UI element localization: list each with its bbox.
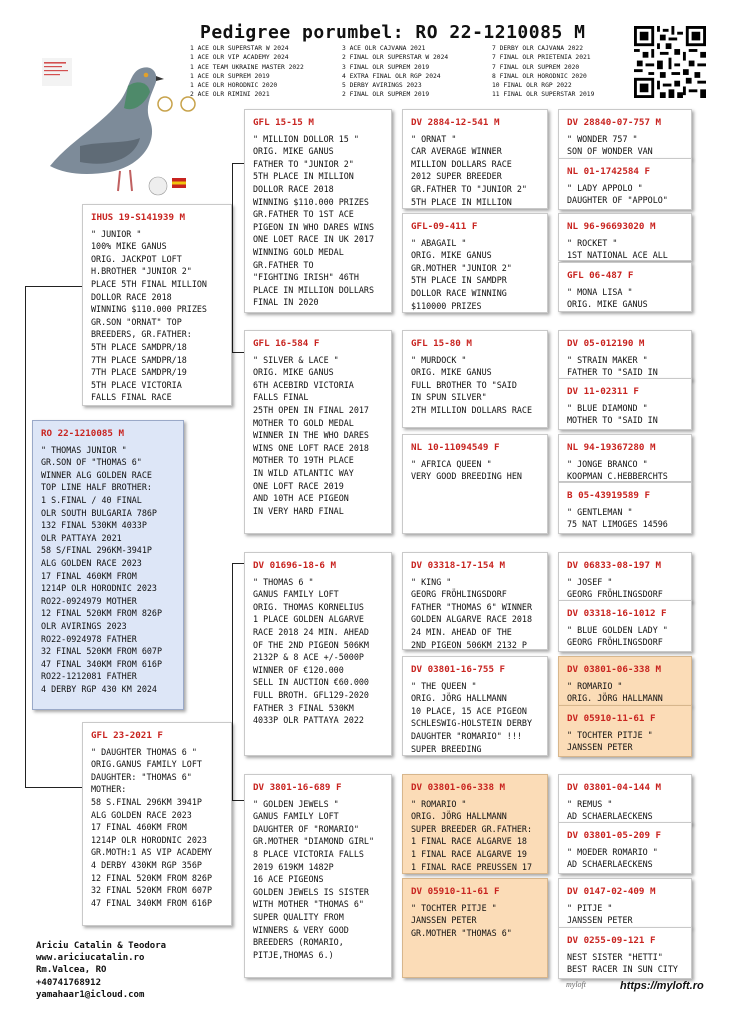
ring-number: GFL 06-487 F xyxy=(567,270,634,281)
pigeon-card[interactable] xyxy=(244,774,392,978)
note-line: "FIGHTING IRISH" 46TH xyxy=(253,272,359,283)
pigeon-card[interactable] xyxy=(402,774,548,874)
breeder-website-link[interactable]: www.ariciucatalin.ro xyxy=(36,953,145,964)
ring-number: DV 0255-09-121 F xyxy=(567,935,656,946)
note-line: " THOMAS JUNIOR " xyxy=(41,444,127,455)
note-line: TOP LINE HALF BROTHER: xyxy=(41,482,152,493)
ring-number: DV 03318-17-154 M xyxy=(411,560,506,571)
pigeon-notes xyxy=(567,286,684,311)
note-line: 5TH PLACE VICTORIA xyxy=(91,379,182,390)
note-line: SELL IN AUCTION €60.000 xyxy=(253,677,369,688)
ring-number: DV 03801-16-755 F xyxy=(411,664,506,675)
pigeon-card[interactable] xyxy=(558,482,692,534)
ring-number: GFL 15-80 M xyxy=(411,338,472,349)
pigeon-notes xyxy=(567,680,684,705)
pigeon-notes xyxy=(411,798,540,874)
note-line: 7TH PLACE SAMDPR/19 xyxy=(91,367,187,378)
pigeon-notes xyxy=(411,133,540,209)
note-line: WINNING GOLD MEDAL xyxy=(253,246,344,257)
pigeon-card[interactable] xyxy=(558,378,692,430)
note-line: GR.MOTHER "DIAMOND GIRL" xyxy=(253,836,375,847)
note-line: 12 FINAL 520KM FROM 826P xyxy=(91,872,213,883)
note-line: 4033P OLR PATTAYA 2022 xyxy=(253,715,364,726)
pigeon-notes xyxy=(567,458,684,482)
note-line: VERY GOOD BREEDING HEN xyxy=(411,471,522,482)
pigeon-notes xyxy=(253,133,384,309)
note-line: WINS ONE LOFT RACE 2018 xyxy=(253,442,369,453)
note-line: " KING " xyxy=(411,576,452,587)
breeder-contact xyxy=(36,940,166,1001)
ring-number: GFL-09-411 F xyxy=(411,221,478,232)
note-line: 2019 619KM 1482P xyxy=(253,861,334,872)
note-line: " STRAIN MAKER " xyxy=(567,354,648,365)
pigeon-card[interactable] xyxy=(558,158,692,210)
pigeon-notes xyxy=(567,182,684,207)
pigeon-card[interactable] xyxy=(402,878,548,978)
ring-number: DV 05910-11-61 F xyxy=(567,713,656,724)
note-line: ALG GOLDEN RACE 2023 xyxy=(91,809,192,820)
note-line: 58 S.FINAL 296KM 3941P xyxy=(91,796,202,807)
note-line: RO22-0924979 MOTHER xyxy=(41,595,137,606)
note-line: " THOMAS 6 " xyxy=(253,576,314,587)
ring-number: IHUS 19-S141939 M xyxy=(91,212,186,223)
pigeon-card[interactable] xyxy=(244,109,392,313)
pigeon-notes xyxy=(567,354,684,379)
pigeon-notes xyxy=(411,237,540,313)
note-line: JANSSEN PETER xyxy=(567,742,633,753)
achievement: 2 ACE OLR RIMINI 2021 xyxy=(190,91,270,99)
main-pigeon-card[interactable] xyxy=(32,420,184,710)
note-line: GOLDEN JEWELS IS SISTER xyxy=(253,886,369,897)
note-line: MOTHER TO 19TH PLACE xyxy=(253,455,354,466)
achievement: 10 FINAL OLR RGP 2022 xyxy=(492,82,572,90)
note-line: DOLLOR RACE 2018 xyxy=(253,183,334,194)
note-line: 1214P OLR HORODNIC 2023 xyxy=(41,583,157,594)
note-line: FULL BROTH. GFL129-2020 xyxy=(253,689,369,700)
breeder-name: Ariciu Catalin & Teodora xyxy=(36,941,167,951)
note-line: 47 FINAL 340KM FROM 616P xyxy=(91,897,213,908)
note-line: 5TH PLACE SAMDPR/18 xyxy=(91,341,187,352)
note-line: 32 FINAL 520KM FROM 607P xyxy=(41,646,163,657)
note-line: GEORG FRÖHLINGSDORF xyxy=(411,589,507,600)
note-line: 17 FINAL 460KM FROM xyxy=(91,822,187,833)
achievement: 11 FINAL OLR SUPERSTAR 2019 xyxy=(492,91,595,99)
breeder-email-link[interactable]: yamahaar1@icloud.com xyxy=(36,989,145,1000)
note-line: NEST SISTER "HETTI" xyxy=(567,951,663,962)
ring-number: DV 0147-02-409 M xyxy=(567,886,656,897)
pigeon-notes xyxy=(567,798,684,823)
note-line: 4 DERBY 430KM RGP 356P xyxy=(91,859,202,870)
note-line: GR.SON OF "THOMAS 6" xyxy=(41,457,142,468)
note-line: " BLUE DIAMOND " xyxy=(567,402,648,413)
pigeon-notes xyxy=(567,951,684,976)
myloft-signature-logo: myloft xyxy=(566,980,586,989)
note-line: DOLLOR RACE WINNING xyxy=(411,287,507,298)
note-line: FALLS FINAL RACE xyxy=(91,392,172,403)
note-line: 1 FINAL RACE ALGARVE 18 xyxy=(411,836,527,847)
note-line: BREEDERS (ROMARIO, xyxy=(253,937,344,948)
pigeon-card[interactable] xyxy=(82,722,232,926)
ring-number: GFL 15-15 M xyxy=(253,117,314,128)
note-line: ORIG. MIKE GANUS xyxy=(411,250,492,261)
note-line: OLR AVIRINGS 2023 xyxy=(41,620,127,631)
achievement: 1 ACE OLR SUPREM 2019 xyxy=(190,72,270,80)
note-line: ALG GOLDEN RACE 2023 xyxy=(41,557,142,568)
note-line: IN SPUN SILVER" xyxy=(411,392,487,403)
note-line: " ROMARIO " xyxy=(411,798,467,809)
note-line: WITH MOTHER "THOMAS 6" xyxy=(253,899,364,910)
note-line: ORIG. MIKE GANUS xyxy=(411,367,492,378)
note-line: " JONGE BRANCO " xyxy=(567,458,648,469)
note-line: " ROCKET " xyxy=(567,237,618,248)
note-line: ORIG. MIKE GANUS xyxy=(253,146,334,157)
pigeon-card[interactable] xyxy=(402,213,548,313)
pigeon-card[interactable] xyxy=(558,705,692,757)
note-line: IN WILD ATLANTIC WAY xyxy=(253,467,354,478)
note-line: " MONA LISA " xyxy=(567,286,633,297)
note-line: GR.SON "ORNAT" TOP xyxy=(91,316,182,327)
note-line: " MOEDER ROMARIO " xyxy=(567,846,658,857)
note-line: 5TH PLACE IN MILLION xyxy=(253,171,354,182)
ring-number: DV 03801-04-144 M xyxy=(567,782,662,793)
pigeon-notes xyxy=(567,576,684,601)
note-line: 6TH ACEBIRD VICTORIA xyxy=(253,379,354,390)
ring-number: RO 22-1210085 M xyxy=(41,428,124,439)
pigeon-notes xyxy=(567,506,684,531)
note-line: JANSSEN PETER xyxy=(411,915,477,926)
note-line: FATHER 3 FINAL 530KM xyxy=(253,702,354,713)
note-line: IN VERY HARD FINAL xyxy=(253,505,344,516)
note-line: FATHER TO "JUNIOR 2" xyxy=(253,158,354,169)
ring-number: B 05-43919589 F xyxy=(567,490,650,501)
note-line: GR.MOTHER "THOMAS 6" xyxy=(411,927,512,938)
note-line: WINNER OF €120.000 xyxy=(253,664,344,675)
pigeon-card[interactable] xyxy=(82,204,232,406)
note-line: 4 DERBY RGP 430 KM 2024 xyxy=(41,683,157,694)
note-line: GEORG FRÖHLINGSDORF xyxy=(567,589,663,600)
pigeon-notes xyxy=(567,237,684,261)
pigeon-notes xyxy=(253,354,384,518)
note-line: ORIG. JÖRG HALLMANN xyxy=(411,693,507,704)
note-line: PLACE IN MILLION DOLLARS xyxy=(253,284,375,295)
note-line: WINNING $110.000 PRIZES xyxy=(91,304,207,315)
pigeon-card[interactable] xyxy=(244,330,392,534)
note-line: FATHER TO "SAID IN xyxy=(567,367,658,378)
achievements-col-3 xyxy=(492,44,594,100)
ring-number: NL 96-96693020 M xyxy=(567,221,656,232)
note-line: " DAUGHTER THOMAS 6 " xyxy=(91,746,197,757)
note-line: " TOCHTER PITJE " xyxy=(411,902,497,913)
note-line: PITJE,THOMAS 6.) xyxy=(253,949,334,960)
note-line: OLR PATTAYA 2021 xyxy=(41,532,122,543)
note-line: " PITJE " xyxy=(567,902,613,913)
note-line: MOTHER: xyxy=(91,784,127,795)
pigeon-card[interactable] xyxy=(558,656,692,706)
note-line: 1 PLACE GOLDEN ALGARVE xyxy=(253,614,364,625)
pigeon-card[interactable] xyxy=(558,600,692,652)
note-line: " ABAGAIL " xyxy=(411,237,467,248)
note-line: 100% MIKE GANUS xyxy=(91,241,167,252)
note-line: 1 FINAL RACE PREUSSEN 17 xyxy=(411,861,533,872)
note-line: SUPER QUALITY FROM xyxy=(253,911,344,922)
pigeon-card[interactable] xyxy=(402,656,548,756)
ring-number: DV 03801-05-209 F xyxy=(567,830,662,841)
ring-number: DV 06833-08-197 M xyxy=(567,560,662,571)
page-title: Pedigree porumbel: RO 22-1210085 M xyxy=(200,22,586,43)
ring-number: GFL 23-2021 F xyxy=(91,730,163,741)
qr-code-icon xyxy=(634,26,706,98)
achievement: 4 EXTRA FINAL OLR RGP 2024 xyxy=(342,72,441,80)
note-line: ORIG. JÖRG HALLMANN xyxy=(567,693,663,704)
note-line: " GENTLEMAN " xyxy=(567,506,633,517)
note-line: SUPER BREEDER GR.FATHER: xyxy=(411,823,533,834)
note-line: " JUNIOR " xyxy=(91,228,142,239)
note-line: ORIG. JÖRG HALLMANN xyxy=(411,811,507,822)
note-line: WINNER ALG GOLDEN RACE xyxy=(41,469,152,480)
pigeon-notes xyxy=(567,624,684,649)
note-line: WINNER IN THE WHO DARES xyxy=(253,430,369,441)
note-line: $110000 PRIZES xyxy=(411,300,482,311)
note-line: RO22-0924978 FATHER xyxy=(41,633,137,644)
note-line: MOTHER TO "SAID IN xyxy=(567,415,658,426)
note-line: AD SCHAERLAECKENS xyxy=(567,811,653,822)
note-line: 5TH PLACE IN MILLION xyxy=(411,196,512,207)
note-line: " JOSEF " xyxy=(567,576,613,587)
note-line: 1214P OLR HORODNIC 2023 xyxy=(91,834,207,845)
note-line: DAUGHTER OF "ROMARIO" xyxy=(253,823,359,834)
pigeon-card[interactable] xyxy=(558,434,692,482)
achievement: 1 ACE TEAM UKRAINE MASTER 2022 xyxy=(190,63,304,71)
note-line: FINAL IN 2020 xyxy=(253,297,319,308)
achievement: 7 FINAL OLR PRIETENIA 2021 xyxy=(492,54,591,62)
ring-number: DV 05-012190 M xyxy=(567,338,645,349)
pigeon-notes xyxy=(411,576,540,650)
note-line: GR.FATHER TO xyxy=(253,259,314,270)
note-line: 75 NAT LIMOGES 14596 xyxy=(567,519,668,530)
achievement: 3 ACE OLR CAJVANA 2021 xyxy=(342,45,426,52)
note-line: 8 PLACE VICTORIA FALLS xyxy=(253,848,364,859)
note-line: SUPER BREEDING xyxy=(411,743,482,754)
ring-number: DV 11-02311 F xyxy=(567,386,639,397)
note-line: WINNING $110.000 PRIZES xyxy=(253,196,369,207)
note-line: 47 FINAL 340KM FROM 616P xyxy=(41,658,163,669)
note-line: ORIG. MIKE GANUS xyxy=(567,299,648,310)
note-line: BEST RACER IN SUN CITY xyxy=(567,964,678,975)
ring-number: DV 2884-12-541 M xyxy=(411,117,500,128)
note-line: GANUS FAMILY LOFT xyxy=(253,811,339,822)
pigeon-notes xyxy=(411,354,540,417)
myloft-link[interactable]: https://myloft.ro xyxy=(620,980,704,992)
ring-number: GFL 16-584 F xyxy=(253,338,320,349)
note-line: GANUS FAMILY LOFT xyxy=(253,589,339,600)
achievements-col-2 xyxy=(342,44,448,100)
pigeon-notes xyxy=(411,680,540,756)
ring-number: DV 03318-16-1012 F xyxy=(567,608,667,619)
pigeon-notes xyxy=(567,402,684,427)
note-line: RACE 2018 24 MIN. AHEAD xyxy=(253,626,369,637)
pigeon-card[interactable] xyxy=(558,262,692,312)
breeder-city: Rm.Valcea, RO xyxy=(36,965,107,976)
pigeon-card[interactable] xyxy=(558,330,692,380)
note-line: " THE QUEEN " xyxy=(411,680,477,691)
achievement: 7 DERBY OLR CAJVANA 2022 xyxy=(492,45,583,52)
pigeon-card[interactable] xyxy=(558,552,692,602)
note-line: ORIG.GANUS FAMILY LOFT xyxy=(91,759,202,770)
note-line: 10 PLACE, 15 ACE PIGEON xyxy=(411,705,527,716)
pigeon-card[interactable] xyxy=(558,927,692,979)
note-line: ORIG. MIKE GANUS xyxy=(253,367,334,378)
pigeon-notes xyxy=(253,576,384,727)
note-line: BREEDERS, GR.FATHER: xyxy=(91,329,192,340)
ring-number: NL 10-11094549 F xyxy=(411,442,500,453)
ring-number: DV 01696-18-6 M xyxy=(253,560,336,571)
note-line: SCHLESWIG-HOLSTEIN DERBY xyxy=(411,718,533,729)
pigeon-notes xyxy=(91,228,224,404)
pigeon-card[interactable] xyxy=(244,552,392,756)
note-line: FALLS FINAL xyxy=(253,392,309,403)
note-line: " MILLION DOLLOR 15 " xyxy=(253,133,359,144)
pigeon-photo xyxy=(40,46,215,216)
note-line: 7TH PLACE SAMDPR/18 xyxy=(91,354,187,365)
note-line: " GOLDEN JEWELS " xyxy=(253,798,339,809)
note-line: " MURDOCK " xyxy=(411,354,467,365)
note-line: 2132P & 8 ACE +/-5000P xyxy=(253,652,364,663)
note-line: ONE LOFT RACE 2019 xyxy=(253,480,344,491)
note-line: WINNERS & VERY GOOD xyxy=(253,924,349,935)
note-line: PLACE 5TH FINAL MILLION xyxy=(91,278,207,289)
note-line: 2TH MILLION DOLLARS RACE xyxy=(411,404,533,415)
note-line: GR.FATHER TO "JUNIOR 2" xyxy=(411,183,527,194)
note-line: PIGEON IN WHO DARES WINS xyxy=(253,221,375,232)
note-line: " ORNAT " xyxy=(411,133,457,144)
pigeon-card[interactable] xyxy=(558,109,692,159)
note-line: 5TH PLACE IN SAMDPR xyxy=(411,275,507,286)
note-line: 24 MIN. AHEAD OF THE xyxy=(411,626,512,637)
note-line: 25TH OPEN IN FINAL 2017 xyxy=(253,404,369,415)
note-line: FATHER "THOMAS 6" WINNER xyxy=(411,601,533,612)
note-line: FULL BROTHER TO "SAID xyxy=(411,379,517,390)
note-line: ONE LOET RACE IN UK 2017 xyxy=(253,234,375,245)
note-line: RO22-1212081 FATHER xyxy=(41,671,137,682)
note-line: " LADY APPOLO " xyxy=(567,182,643,193)
note-line: OLR SOUTH BULGARIA 786P xyxy=(41,507,157,518)
achievement: 2 FINAL OLR SUPREM 2019 xyxy=(342,91,430,99)
note-line: OF THE 2ND PIGEON 506KM xyxy=(253,639,369,650)
note-line: DAUGHTER "ROMARIO" !!! xyxy=(411,730,522,741)
pigeon-notes xyxy=(411,902,540,940)
achievement: 1 ACE OLR VIP ACADEMY 2024 xyxy=(190,54,289,62)
pigeon-card[interactable] xyxy=(402,330,548,428)
achievement: 3 FINAL OLR SUPREM 2019 xyxy=(342,63,430,71)
pigeon-card[interactable] xyxy=(402,434,548,534)
pigeon-card[interactable] xyxy=(402,552,548,650)
note-line: " REMUS " xyxy=(567,798,613,809)
note-line: 32 FINAL 520KM FROM 607P xyxy=(91,885,213,896)
ring-number: DV 28840-07-757 M xyxy=(567,117,662,128)
note-line: GOLDEN ALGARVE RACE 2018 xyxy=(411,614,533,625)
note-line: 1 FINAL RACE ALGARVE 19 xyxy=(411,848,527,859)
ring-number: DV 05910-11-61 F xyxy=(411,886,500,897)
note-line: 2ND PIGEON 506KM 2132 P xyxy=(411,639,527,650)
note-line: DAUGHTER OF "APPOLO" xyxy=(567,195,668,206)
note-line: 1 S.FINAL / 40 FINAL xyxy=(41,494,142,505)
note-line: MOTHER TO GOLD MEDAL xyxy=(253,417,354,428)
ring-number: DV 03801-06-338 M xyxy=(567,664,662,675)
note-line: " AFRICA QUEEN " xyxy=(411,458,492,469)
pigeon-notes xyxy=(41,444,176,696)
note-line: 17 FINAL 460KM FROM xyxy=(41,570,137,581)
note-line: ORIG. JACKPOT LOFT xyxy=(91,253,182,264)
pigeon-card[interactable] xyxy=(558,213,692,261)
note-line: CAR AVERAGE WINNER xyxy=(411,146,502,157)
pigeon-card[interactable] xyxy=(402,109,548,209)
pigeon-notes xyxy=(567,729,684,754)
pigeon-card[interactable] xyxy=(558,822,692,874)
note-line: SON OF WONDER VAN xyxy=(567,146,653,157)
note-line: GR.MOTH:1 AS VIP ACADEMY xyxy=(91,847,213,858)
note-line: " WONDER 757 " xyxy=(567,133,638,144)
ring-number: NL 01-1742584 F xyxy=(567,166,650,177)
pigeon-notes xyxy=(567,902,684,927)
ring-number: DV 03801-06-338 M xyxy=(411,782,506,793)
ring-number: NL 94-19367280 M xyxy=(567,442,656,453)
note-line: 132 FINAL 530KM 4033P xyxy=(41,520,147,531)
note-line: AD SCHAERLAECKENS xyxy=(567,859,653,870)
note-line: JANSSEN PETER xyxy=(567,915,633,926)
note-line: 16 ACE PIGEONS xyxy=(253,874,324,885)
note-line: 12 FINAL 520KM FROM 826P xyxy=(41,608,163,619)
note-line: KOOPMAN C.HEBBERCHTS xyxy=(567,471,668,482)
pigeon-card[interactable] xyxy=(558,774,692,824)
note-line: AND 10TH ACE PIGEON xyxy=(253,493,349,504)
achievement: 2 FINAL OLR SUPERSTAR W 2024 xyxy=(342,54,449,62)
note-line: " BLUE GOLDEN LADY " xyxy=(567,624,668,635)
pigeon-notes xyxy=(91,746,224,910)
note-line: 1ST NATIONAL ACE ALL xyxy=(567,250,668,261)
note-line: GEORG FRÖHLINGSDORF xyxy=(567,637,663,648)
note-line: 58 S/FINAL 296KM-3941P xyxy=(41,545,152,556)
achievement: 7 FINAL OLR SUPREM 2020 xyxy=(492,63,580,71)
breeder-phone: +40741768912 xyxy=(36,977,102,988)
ring-number: DV 3801-16-689 F xyxy=(253,782,342,793)
pigeon-notes xyxy=(567,133,684,158)
achievement: 1 ACE OLR HORODNIC 2020 xyxy=(190,82,278,90)
note-line: DOLLOR RACE 2018 xyxy=(91,291,172,302)
achievement: 1 ACE OLR SUPERSTAR W 2024 xyxy=(190,45,289,52)
note-line: MILLION DOLLARS RACE xyxy=(411,158,512,169)
note-line: 2012 SUPER BREEDER xyxy=(411,171,502,182)
note-line: " TOCHTER PITJE " xyxy=(567,729,653,740)
pigeon-notes xyxy=(411,458,540,483)
note-line: " SILVER & LACE " xyxy=(253,354,339,365)
note-line: DAUGHTER: "THOMAS 6" xyxy=(91,771,192,782)
achievement: 5 DERBY AVIRINGS 2023 xyxy=(342,82,422,90)
note-line: GR.FATHER TO 1ST ACE xyxy=(253,209,354,220)
note-line: " ROMARIO " xyxy=(567,680,623,691)
achievement: 8 FINAL OLR HORODNIC 2020 xyxy=(492,72,587,80)
note-line: ORIG. THOMAS KORNELIUS xyxy=(253,601,364,612)
pigeon-notes xyxy=(567,846,684,871)
note-line: GR.MOTHER "JUNIOR 2" xyxy=(411,262,512,273)
note-line: H.BROTHER "JUNIOR 2" xyxy=(91,266,192,277)
pigeon-card[interactable] xyxy=(558,878,692,928)
pigeon-notes xyxy=(253,798,384,962)
